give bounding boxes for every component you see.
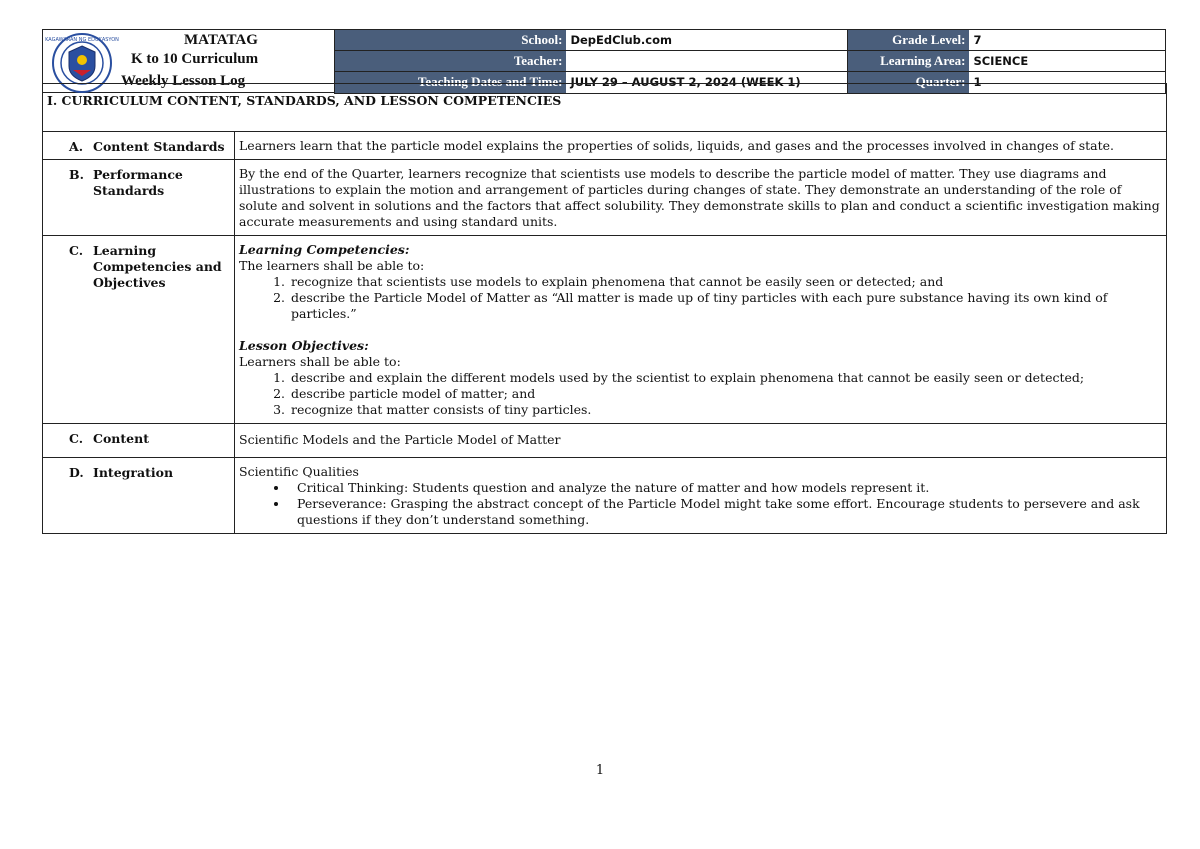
lc-heading: Learning Competencies:: [239, 242, 410, 257]
content-standards-row: [43, 132, 1167, 160]
header-subtitle: K to 10 Curriculum: [131, 51, 259, 67]
integration-content: [235, 458, 1167, 534]
row-letter: D.: [69, 465, 84, 480]
school-value: DepEdClub.com: [566, 30, 847, 50]
section-title: I. CURRICULUM CONTENT, STANDARDS, AND LESSON COMPETENCIES: [43, 84, 1167, 132]
list-item: • Perseverance: Grasping the abstract concept of the Particle Model might take some effort. Encourage students to persevere and ask questions if they don’t understand something.: [289, 496, 1162, 528]
lesson-log-table: [42, 83, 1167, 534]
content-label: [43, 424, 235, 458]
page-number: 1: [595, 763, 605, 778]
row-letter: C.: [69, 431, 84, 446]
quarter-label: Quarter:: [848, 72, 970, 93]
content-standards-text: Learners learn that the particle model explains the properties of solids, liquids, and gases and the processes involved in changes of state.: [235, 132, 1167, 160]
row-label: Learning Competencies and Objectives: [93, 243, 222, 290]
row-letter: B.: [69, 167, 84, 182]
competencies-row: [43, 236, 1167, 424]
content-standards-label: [43, 132, 235, 160]
competencies-content: [235, 236, 1167, 424]
list-item: 3. recognize that matter consists of tiny particles.: [289, 402, 1162, 418]
section-header-row: [43, 84, 1167, 132]
content-row: [43, 424, 1167, 458]
performance-standards-row: [43, 160, 1167, 236]
list-item: 2. describe the Particle Model of Matter as “All matter is made up of tiny particles with each pure substance having its own kind of particles.”: [289, 290, 1162, 322]
row-label: Content Standards: [93, 139, 225, 154]
quarter-value: 1: [973, 75, 982, 89]
row-label: Integration: [93, 465, 174, 480]
list-item: 2. describe particle model of matter; and: [289, 386, 1162, 402]
integration-label: [43, 458, 235, 534]
integration-row: [43, 458, 1167, 534]
area-value: SCIENCE: [973, 54, 1029, 68]
performance-standards-label: [43, 160, 235, 236]
lc-list: [289, 274, 1162, 322]
row-label: Performance Standards: [93, 167, 183, 198]
lc-intro: The learners shall be able to:: [239, 258, 425, 273]
dates-label: Teaching Dates and Time:: [335, 72, 566, 93]
list-item: • Critical Thinking: Students question and analyze the nature of matter and how models represent it.: [289, 480, 1162, 496]
row-letter: A.: [69, 139, 84, 154]
competencies-label: [43, 236, 235, 424]
dates-value: JULY 29 – AUGUST 2, 2024 (WEEK 1): [566, 72, 847, 93]
header-subtitle-2: Weekly Lesson Log: [121, 73, 246, 89]
row-label: Content: [93, 431, 149, 446]
grade-value: 7: [973, 33, 982, 47]
svg-text:KAGAWARAN NG EDUKASYON: KAGAWARAN NG EDUKASYON: [45, 37, 119, 43]
content-text: Scientific Models and the Particle Model of Matter: [235, 424, 1167, 458]
school-label: School:: [335, 30, 566, 50]
integration-intro: Scientific Qualities: [239, 464, 359, 479]
list-item: 1. describe and explain the different models used by the scientist to explain phenomena that cannot be easily seen or detected;: [289, 370, 1162, 386]
teacher-label: Teacher:: [335, 51, 566, 71]
lo-intro: Learners shall be able to:: [239, 354, 401, 369]
lo-list: [289, 370, 1162, 418]
area-label: Learning Area:: [848, 51, 970, 71]
integration-list: [289, 480, 1162, 528]
grade-label: Grade Level:: [848, 30, 970, 50]
lo-heading: Lesson Objectives:: [239, 338, 369, 353]
row-letter: C.: [69, 243, 84, 258]
performance-standards-text: By the end of the Quarter, learners recognize that scientists use models to describe the particle model of matter. They use diagrams and illustrations to explain the motion and arrangement of particles during changes of state. They demonstrate an understanding of the role of solute and solvent in solutions and the factors that affect solubility. They demonstrate skills to plan and conduct a scientific investigation making accurate measurements and using standard units.: [235, 160, 1167, 236]
list-item: 1. recognize that scientists use models to explain phenomena that cannot be easily seen or detected; and: [289, 274, 1162, 290]
teacher-value: [566, 51, 847, 71]
header-title: MATATAG: [184, 32, 258, 48]
